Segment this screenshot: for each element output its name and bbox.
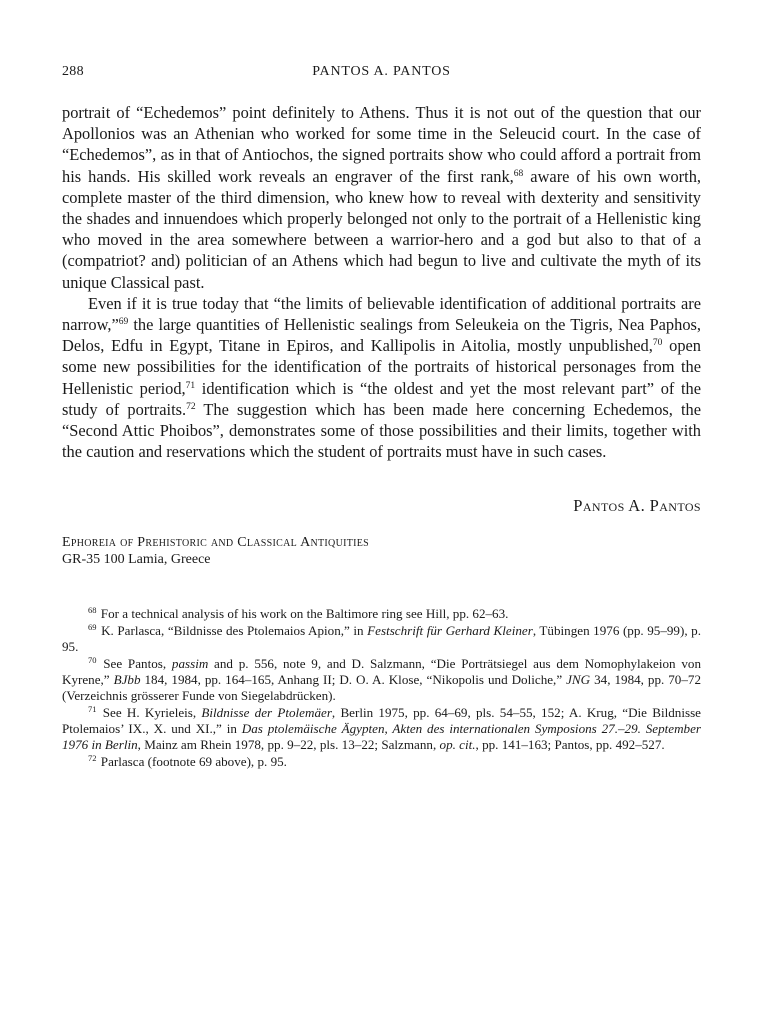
text-run: and p. 556, note 9, and D. Salzmann, “Die Porträtsiegel aus dem Nomophylakeion von Kyrene,” [62, 656, 701, 688]
text-run: The suggestion which has been made here concerning Echedemos, the “Second Attic Phoibos”, demonstrates some of those possibilities and their limits, together with the caution and reservations which the student of portraits must have in such cases. [62, 399, 701, 462]
author-affiliation [62, 534, 701, 568]
text-run: See Pantos, [103, 656, 172, 672]
italic-text: passim [171, 656, 209, 672]
footnote [62, 754, 701, 770]
text-run: identification which is “the oldest and yet the most relevant part” of the study of portraits. [62, 378, 702, 419]
footnote [62, 623, 701, 655]
footnote-reference: 70 [652, 338, 663, 349]
italic-text: Festschrift für Gerhard Kleiner [367, 623, 533, 639]
body-text [62, 102, 701, 462]
footnote [62, 656, 701, 704]
text-run: aware of his own worth, complete master of the third dimension, who knew how to reveal with dexterity and sensitivity the shades and innuendoes which properly belonged not only to the portrait of a Hellenistic king who moved in the area somewhere between a warrior-hero and a god but also to that of a (compatriot? and) politician of an Athens which had begun to live and cultivate the myth of its unique Classical past. [62, 166, 701, 292]
footnote-reference: 71 [185, 380, 196, 391]
footnote-number: 71 [88, 703, 97, 714]
text-run: Even if it is true today that “the limits of believable identification of additional portraits are narrow,” [62, 293, 701, 335]
text-run: Parlasca (footnote 69 above), p. 95. [100, 753, 287, 769]
text-run: 34, 1984, pp. 70–72 (Verzeichnis grösserer Funde von Siegelabdrücken). [62, 672, 701, 703]
italic-text: BJbb [113, 672, 141, 688]
footnote-number: 70 [88, 655, 97, 666]
text-run: the large quantities of Hellenistic sealings from Seleukeia on the Tigris, Nea Paphos, Delos, Edfu in Egypt, Titane in Epiros, and Kallipolis in Aitolia, mostly unpublished, [62, 315, 701, 356]
text-run: K. Parlasca, “Bildnisse des Ptolemaios Apion,” in [101, 623, 368, 639]
affiliation-institution: Ephoreia of Prehistoric and Classical Antiquities [62, 535, 370, 551]
text-run: See H. Kyrieleis, [102, 704, 202, 720]
text-run: , Tübingen 1976 (pp. 95–99), p. 95. [62, 623, 701, 655]
footnote-reference: 69 [118, 317, 129, 328]
page [62, 64, 701, 771]
running-head [62, 64, 701, 86]
footnotes [62, 606, 701, 769]
italic-text: JNG [566, 672, 591, 688]
text-run: open some new possibilities for the identification of the portraits of historical personages from the Hellenistic period, [62, 336, 701, 398]
text-run: For a technical analysis of his work on the Baltimore ring see Hill, pp. 62–63. [100, 606, 509, 622]
text-run: portrait of “Echedemos” point definitely to Athens. Thus it is not out of the question that our Apollonios was an Athenian who worked for some time in the Seleucid court. In the case of “Echedemos”, as in that of Antiochos, the signed portraits show who could afford a portrait from his hands. His skilled work reveals an engraver of the first rank, [62, 103, 701, 186]
text-run: 184, 1984, pp. 164–165, Anhang II; D. O. A. Klose, “Nikopolis und Doliche,” [140, 672, 567, 688]
text-run: , Mainz am Rhein 1978, pp. 9–22, pls. 13–22; Salzmann, [137, 736, 440, 752]
footnote-number: 69 [88, 622, 97, 633]
body-paragraph [62, 102, 701, 293]
footnote-number: 72 [88, 752, 97, 763]
affiliation-address: GR-35 100 Lamia, Greece [62, 552, 211, 568]
text-run: , pp. 141–163; Pantos, pp. 492–527. [475, 736, 665, 752]
italic-text: Das ptolemäische Ägypten, Akten des internationalen Symposions 27.–29. September 1976 in Berlin [62, 720, 701, 752]
italic-text: Bildnisse der Ptolemäer [201, 704, 332, 720]
footnote [62, 606, 701, 622]
italic-text: op. cit. [439, 736, 476, 752]
footnote-reference: 68 [513, 168, 524, 179]
text-run: , Berlin 1975, pp. 64–69, pls. 54–55, 152; A. Krug, “Die Bildnisse Ptolemaios’ IX., X. und XI.,” in [62, 704, 701, 736]
page-number: 288 [62, 64, 84, 79]
author-signature: Pantos A. Pantos [573, 496, 701, 516]
footnote [62, 705, 701, 753]
footnote-number: 68 [88, 605, 97, 616]
body-paragraph [62, 293, 701, 463]
footnote-reference: 72 [186, 401, 196, 412]
running-title: PANTOS A. PANTOS [312, 64, 451, 79]
